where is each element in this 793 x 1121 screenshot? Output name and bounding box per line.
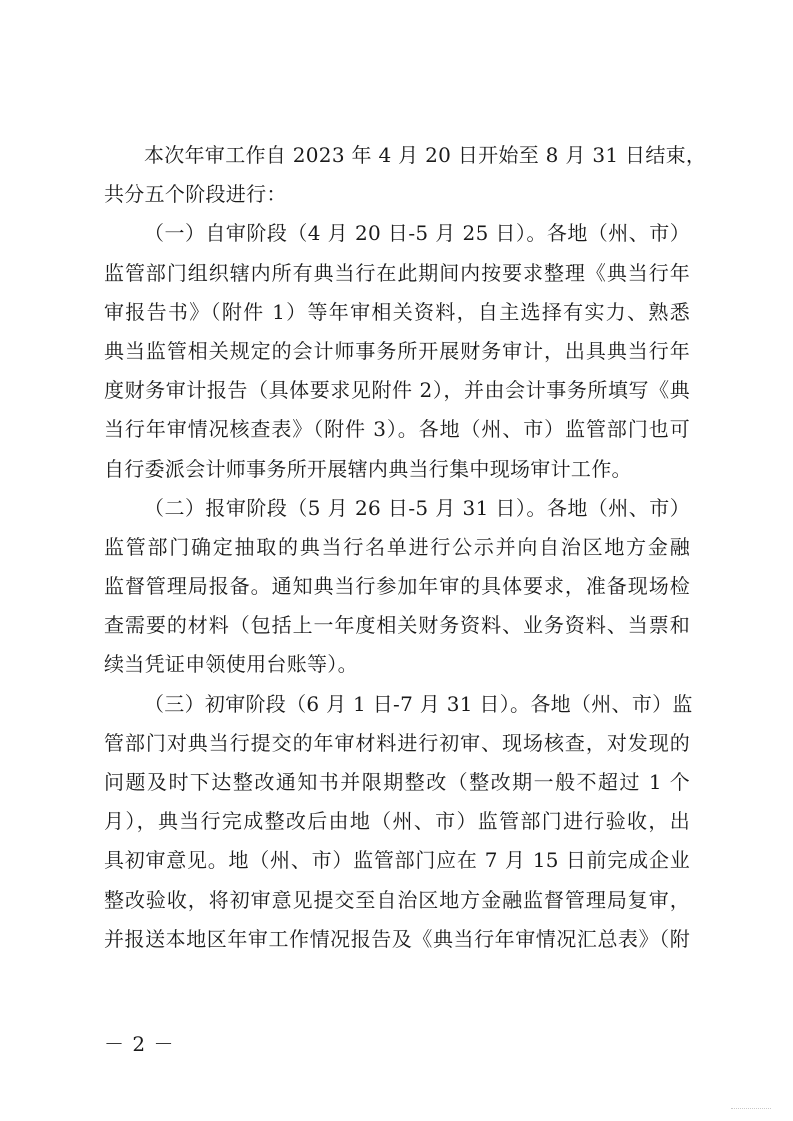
text-line: 查需要的材料（包括上一年度相关财务资料、业务资料、当票和 [104,613,690,638]
text-line: 典当监管相关规定的会计师事务所开展财务审计，出具典当行年 [104,338,690,363]
text-line: 自行委派会计师事务所开展辖内典当行集中现场审计工作。 [104,456,632,481]
text-line: 审报告书》（附件 1）等年审相关资料，自主选择有实力、熟悉 [104,299,690,324]
text-line: 月），典当行完成整改后由地（州、市）监管部门进行验收，出 [104,809,690,834]
text-line: 共分五个阶段进行： [104,182,287,207]
scan-mark [731,1102,771,1109]
text-line: 监管部门组织辖内所有典当行在此期间内按要求整理《典当行年 [104,260,690,285]
text-line: 监管部门确定抽取的典当行名单进行公示并向自治区地方金融 [104,534,690,559]
text-line: 监督管理局报备。通知典当行参加年审的具体要求，准备现场检 [104,574,690,599]
text-line: （三）初审阶段（6 月 1 日-7 月 31 日）。各地（州、市）监 [144,691,693,716]
text-line: 本次年审工作自 2023 年 4 月 20 日开始至 8 月 31 日结束， [144,143,707,167]
page-number: － 2 － [104,1032,175,1056]
text-line: 具初审意见。地（州、市）监管部门应在 7 月 15 日前完成企业 [104,848,690,873]
text-line: 续当凭证申领使用台账等）。 [104,652,358,677]
text-line: 整改验收，将初审意见提交至自治区地方金融监督管理局复审， [104,887,690,912]
text-line: 并报送本地区年审工作情况报告及《典当行年审情况汇总表》（附 [104,926,690,951]
text-line: 当行年审情况核查表》（附件 3）。各地（州、市）监管部门也可 [104,417,690,442]
text-line: 度财务审计报告（具体要求见附件 2），并由会计事务所填写《典 [104,378,690,403]
text-line: 管部门对典当行提交的年审材料进行初审、现场核查，对发现的 [104,730,690,755]
text-line: （二）报审阶段（5 月 26 日-5 月 31 日）。各地（州、市） [144,495,690,520]
text-line: 问题及时下达整改通知书并限期整改（整改期一般不超过 1 个 [104,770,690,794]
body-text [104,136,707,959]
text-line: （一）自审阶段（4 月 20 日-5 月 25 日）。各地（州、市） [144,221,690,246]
